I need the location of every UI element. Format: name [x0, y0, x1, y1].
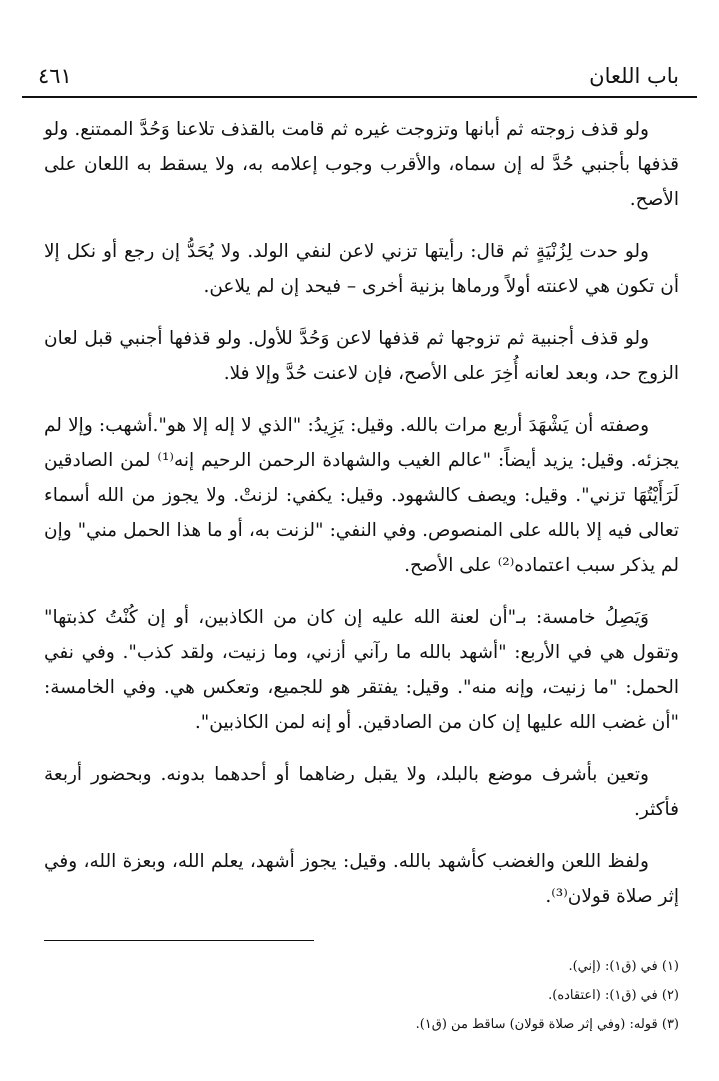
running-title: باب اللعان	[589, 64, 679, 88]
paragraph-6: وتعين بأشرف موضع بالبلد، ولا يقبل رضاهما أو أحدهما بدونه. وبحضور أربعة فأكثر.	[44, 764, 679, 820]
footnotes	[44, 952, 679, 1039]
footnote-1: (١) في (ق١): (إني).	[568, 959, 679, 974]
header-rule	[22, 96, 697, 98]
page-number: ٤٦١	[38, 64, 72, 88]
paragraph-1: ولو قذف زوجته ثم أبانها وتزوجت غيره ثم قامت بالقذف تلاعنا وَحُدَّ الممتنع. ولو قذفها بأجنبي حُدَّ له إن سماه، والأقرب وجوب إعلامه به، ولا يسقط به اللعان على الأصح.	[44, 119, 679, 210]
paragraph-4: وصفته أن يَشْهَدَ أربع مرات بالله. وقيل: يَزِيدُ: "الذي لا إله إلا هو".أشهب: وإلا لم يجزئه. وقيل: يزيد أيضاً: "عالم الغيب والشهادة الرحمن الرحيم إنه⁽¹⁾ لمن الصادقين لَرَأَيْتُهَا تزني". وقيل: ويصف كالشهود. وقيل: يكفي: لزنتْ. ولا يجوز من الله أسماء تعالى فيه إلا بالله على المنصوص. وفي النفي: "لزنت به، أو ما هذا الحمل مني" وإن لم يذكر سبب اعتماده⁽²⁾ على الأصح.	[44, 415, 679, 576]
body-text	[44, 112, 679, 931]
footnote-2: (٢) في (ق١): (اعتقاده).	[548, 988, 679, 1003]
paragraph-5: وَيَصِلُ خامسة: بـ"أن لعنة الله عليه إن كان من الكاذبين، أو إن كُنْتُ كذبتها" وتقول هي في الأربع: "أشهد بالله ما رآني أزني، وما زنيت، ولقد كذب". وفي نفي الحمل: "ما زنيت، وإنه منه". وقيل: يفتقر هو للجميع، وتعكس هي. وفي الخامسة: "أن غضب الله عليها إن كان من الصادقين. أو إنه لمن الكاذبين".	[44, 607, 679, 733]
paragraph-7: ولفظ اللعن والغضب كأشهد بالله. وقيل: يجوز أشهد، يعلم الله، وبعزة الله، وفي إثر صلاة قولان⁽³⁾.	[44, 851, 679, 907]
paragraph-2: ولو حدت لِزُنْيَةٍ ثم قال: رأيتها تزني لاعن لنفي الولد. ولا يُحَدُّ إن رجع أو نكل إلا أن تكون هي لاعنته أولاً ورماها بزنية أخرى – فيحد إن لم يلاعن.	[44, 241, 679, 297]
footnote-3: (٣) قوله: (وفي إثر صلاة قولان) ساقط من (ق١).	[415, 1017, 679, 1032]
footnote-rule	[44, 940, 314, 941]
paragraph-3: ولو قذف أجنبية ثم تزوجها ثم قذفها لاعن وَحُدَّ للأول. ولو قذفها أجنبي قبل لعان الزوج حد، وبعد لعانه أُخِرَ على الأصح، فإن لاعنت حُدَّ وإلا فلا.	[44, 328, 679, 384]
page-header	[22, 58, 697, 98]
